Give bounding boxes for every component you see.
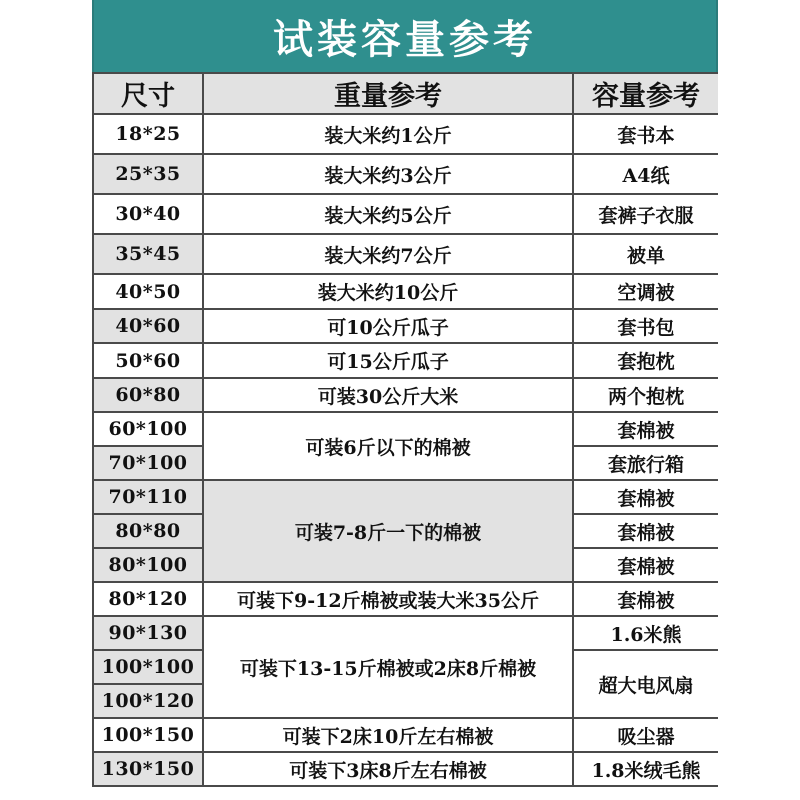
capacity-chart: [92, 0, 718, 800]
weight-cell: 装大米约5公斤: [203, 194, 573, 234]
capacity-cell: 吸尘器: [573, 718, 718, 752]
size-cell: 70*110: [93, 480, 203, 514]
table-row: [93, 343, 718, 378]
capacity-cell: 1.6米熊: [573, 616, 718, 650]
table-row: [93, 616, 718, 650]
table-row: [93, 480, 718, 514]
capacity-cell: 套抱枕: [573, 343, 718, 378]
table-row: [93, 194, 718, 234]
capacity-cell: 套裤子衣服: [573, 194, 718, 234]
header-weight: 重量参考: [203, 73, 573, 114]
weight-cell: 装大米约3公斤: [203, 154, 573, 194]
capacity-cell: 套旅行箱: [573, 446, 718, 480]
table-row: [93, 154, 718, 194]
weight-cell: 装大米约10公斤: [203, 274, 573, 309]
capacity-cell: 套棉被: [573, 548, 718, 582]
capacity-cell: 空调被: [573, 274, 718, 309]
size-cell: 18*25: [93, 114, 203, 154]
title-banner: 试装容量参考: [92, 0, 718, 72]
weight-cell: 可装7-8斤一下的棉被: [203, 480, 573, 582]
weight-cell: 装大米约7公斤: [203, 234, 573, 274]
size-cell: 100*100: [93, 650, 203, 684]
capacity-cell: 套棉被: [573, 480, 718, 514]
table-row: [93, 582, 718, 616]
weight-cell: 可装下3床8斤左右棉被: [203, 752, 573, 786]
size-cell: 40*60: [93, 309, 203, 343]
size-cell: 35*45: [93, 234, 203, 274]
capacity-cell: 套棉被: [573, 412, 718, 446]
header-size: 尺寸: [93, 73, 203, 114]
table-row: [93, 114, 718, 154]
capacity-cell: 被单: [573, 234, 718, 274]
size-cell: 30*40: [93, 194, 203, 234]
header-capacity: 容量参考: [573, 73, 718, 114]
size-cell: 90*130: [93, 616, 203, 650]
capacity-cell: 1.8米绒毛熊: [573, 752, 718, 786]
weight-cell: 可装下9-12斤棉被或装大米35公斤: [203, 582, 573, 616]
capacity-cell: 套书本: [573, 114, 718, 154]
size-cell: 40*50: [93, 274, 203, 309]
weight-cell: 可装下13-15斤棉被或2床8斤棉被: [203, 616, 573, 718]
table-row: [93, 309, 718, 343]
size-cell: 60*100: [93, 412, 203, 446]
weight-cell: 可装下2床10斤左右棉被: [203, 718, 573, 752]
weight-cell: 可装6斤以下的棉被: [203, 412, 573, 480]
table-row: [93, 274, 718, 309]
table-row: [93, 412, 718, 446]
capacity-cell: 套书包: [573, 309, 718, 343]
weight-cell: 可10公斤瓜子: [203, 309, 573, 343]
size-cell: 80*120: [93, 582, 203, 616]
size-cell: 60*80: [93, 378, 203, 412]
weight-cell: 可装30公斤大米: [203, 378, 573, 412]
size-cell: 70*100: [93, 446, 203, 480]
weight-cell: 装大米约1公斤: [203, 114, 573, 154]
capacity-cell: 超大电风扇: [573, 650, 718, 718]
size-cell: 130*150: [93, 752, 203, 786]
size-cell: 80*100: [93, 548, 203, 582]
capacity-cell: 两个抱枕: [573, 378, 718, 412]
size-cell: 80*80: [93, 514, 203, 548]
capacity-cell: 套棉被: [573, 514, 718, 548]
capacity-cell: 套棉被: [573, 582, 718, 616]
size-cell: 100*150: [93, 718, 203, 752]
size-cell: 100*120: [93, 684, 203, 718]
table-row: [93, 752, 718, 786]
size-cell: 25*35: [93, 154, 203, 194]
size-cell: 50*60: [93, 343, 203, 378]
weight-cell: 可15公斤瓜子: [203, 343, 573, 378]
table-row: [93, 378, 718, 412]
capacity-cell: A4纸: [573, 154, 718, 194]
header-row: [93, 73, 718, 114]
table-row: [93, 234, 718, 274]
table-row: [93, 718, 718, 752]
capacity-table: [92, 72, 718, 787]
